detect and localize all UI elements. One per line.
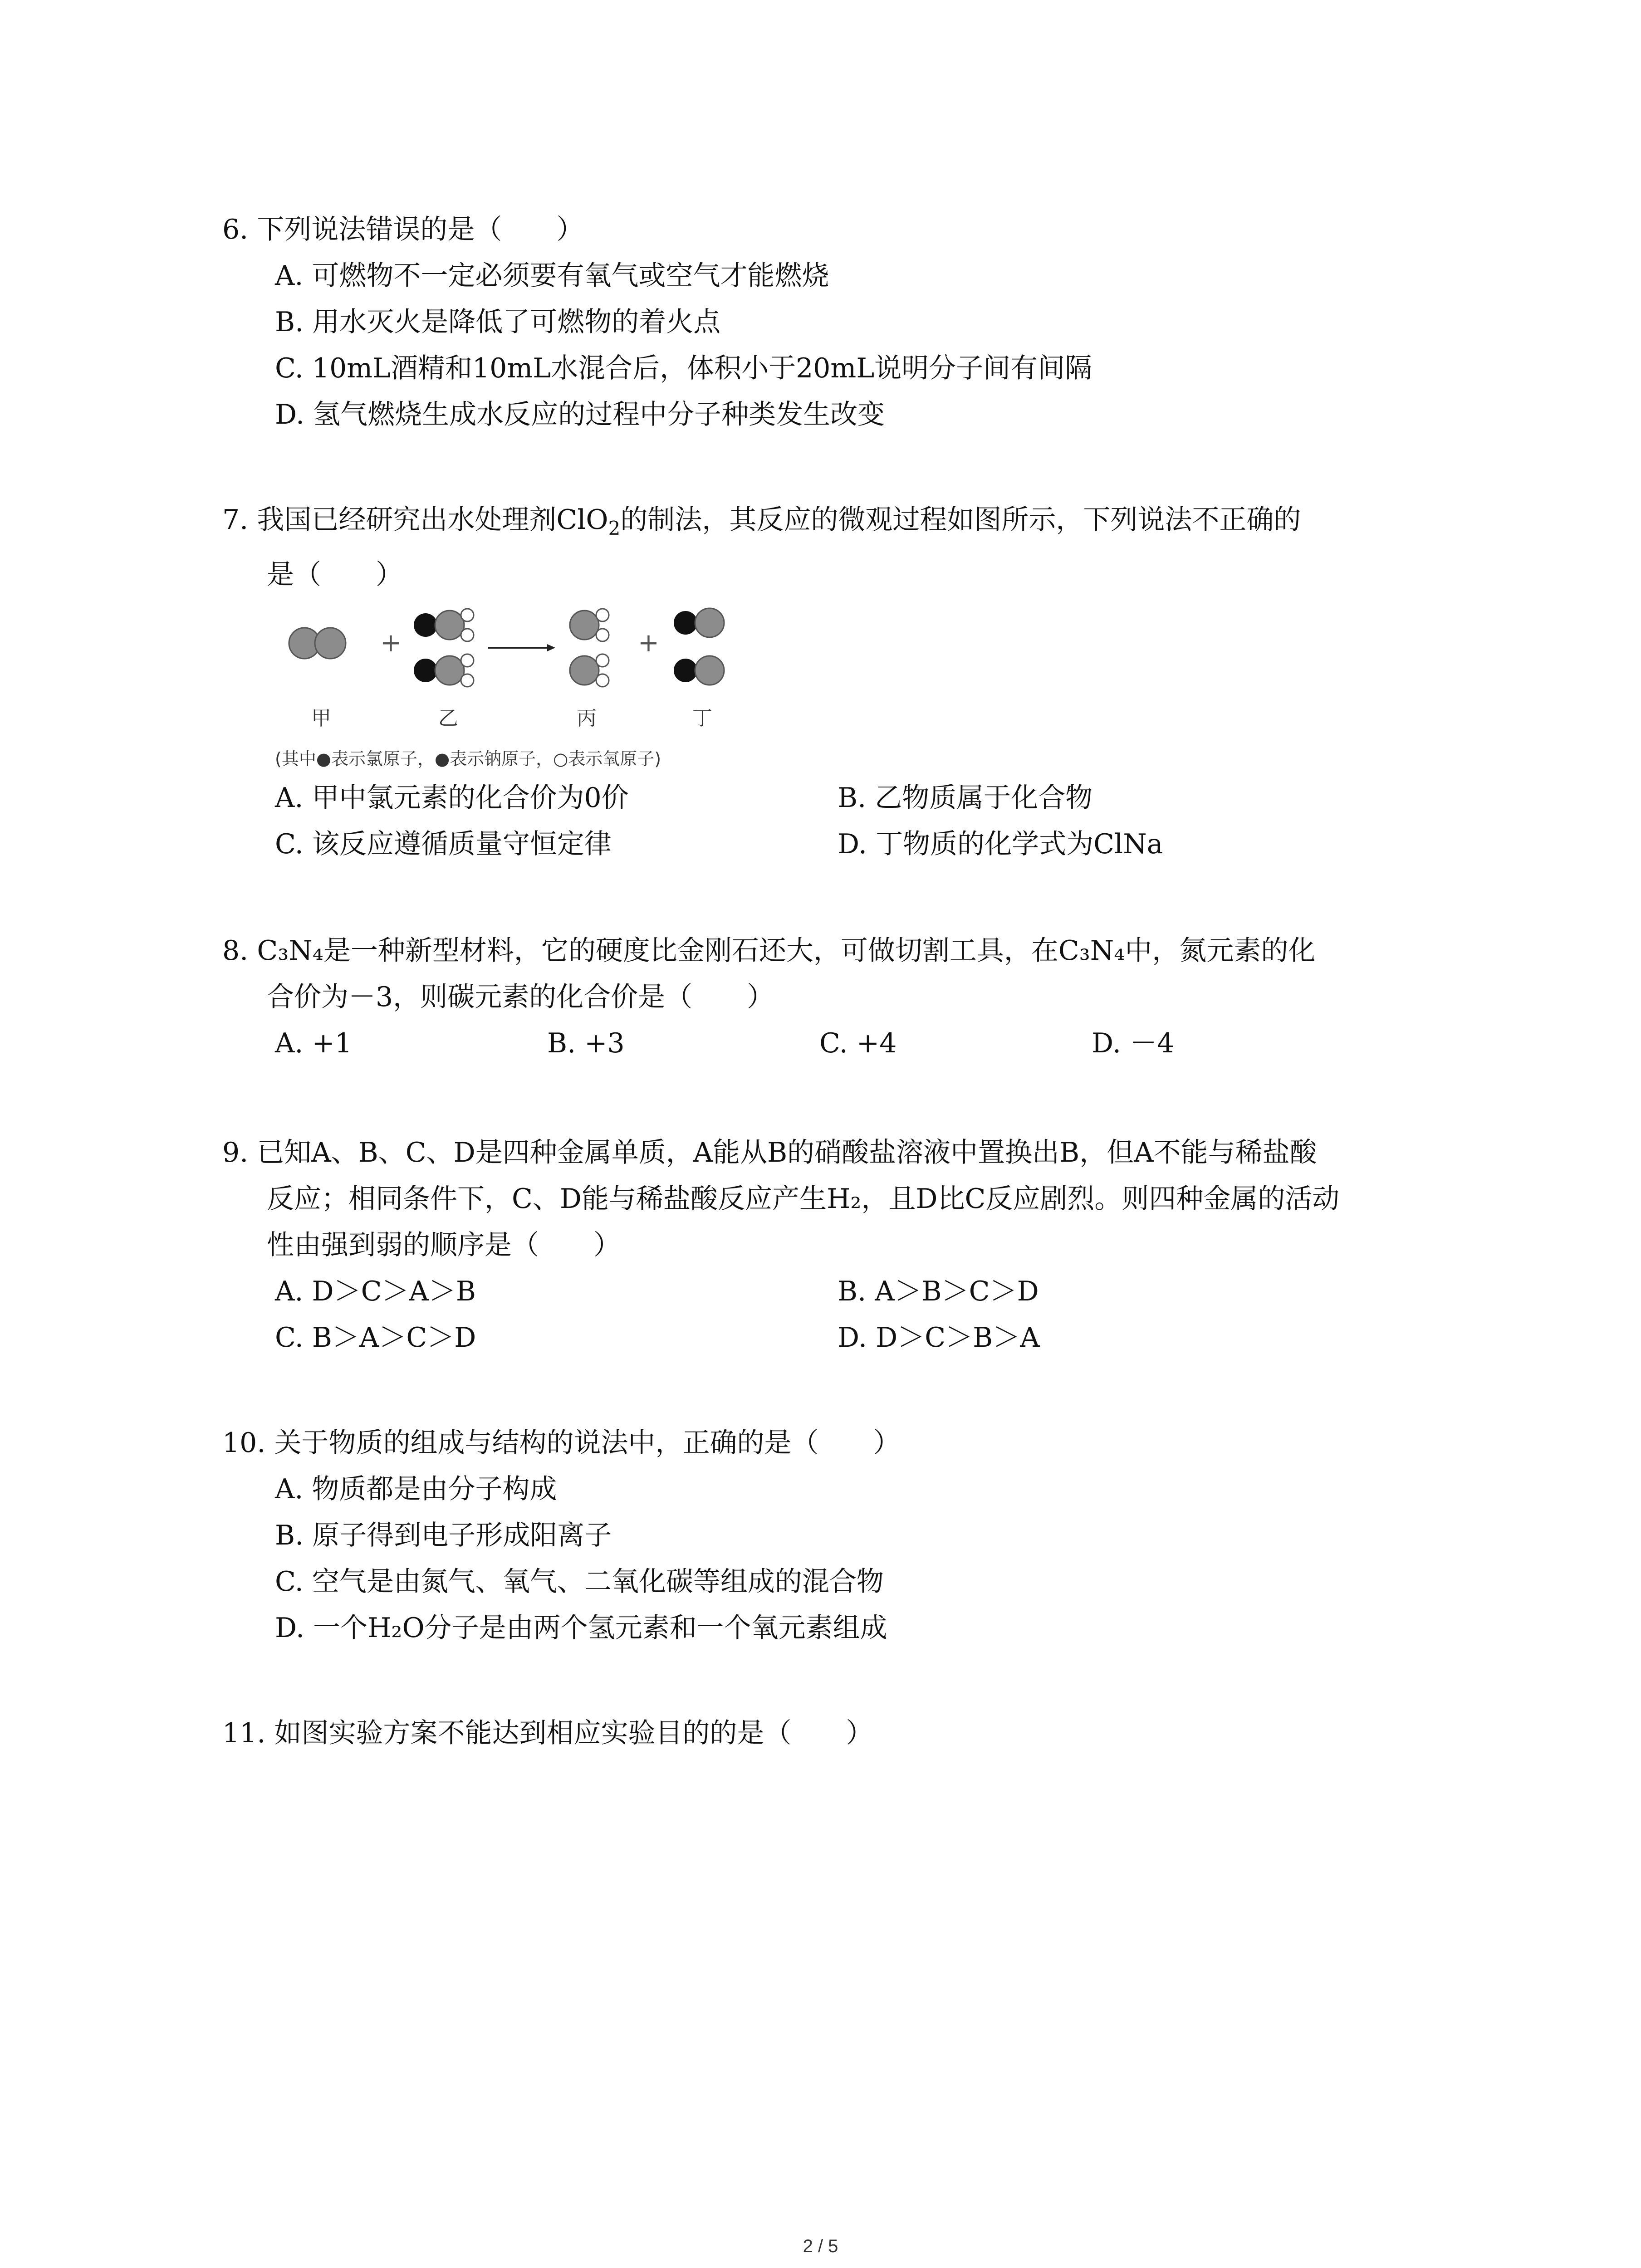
option-c: C. 该反应遵循质量守恒定律	[275, 828, 612, 860]
sodium-atom	[414, 613, 437, 637]
option-d: D. －4	[1092, 1027, 1175, 1059]
question-number: 10.	[222, 1427, 266, 1459]
question-stem: 我国已经研究出水处理剂ClO$_2$的制法，其反应的微观过程如图所示，下列说法不正确的	[257, 504, 1301, 539]
question-7	[222, 497, 1484, 867]
option-b: B. A＞B＞C＞D	[838, 1276, 1039, 1307]
molecule-bing-bottom	[570, 654, 609, 687]
question-stem: 关于物质的组成与结构的说法中，正确的是（ ）	[274, 1427, 901, 1459]
question-8	[222, 928, 1484, 1066]
option-a: A. 物质都是由分子构成	[275, 1473, 557, 1505]
option-b: B. 原子得到电子形成阳离子	[275, 1520, 612, 1551]
chlorine-atom	[435, 611, 464, 640]
question-stem-continued: 性由强到弱的顺序是（ ）	[267, 1229, 621, 1261]
question-number: 7.	[222, 504, 249, 536]
sodium-atom	[674, 659, 697, 682]
question-stem-continued: 反应；相同条件下，C、D能与稀盐酸反应产生H₂，且D比C反应剧烈。则四种金属的活动	[267, 1183, 1340, 1215]
label-jia: 甲	[311, 707, 331, 730]
question-stem-continued: 合价为－3，则碳元素的化合价是（ ）	[267, 981, 774, 1013]
option-b: B. 乙物质属于化合物	[838, 782, 1093, 814]
molecule-ding-bottom	[674, 656, 724, 685]
option-c: C. +4	[819, 1027, 897, 1059]
question-stem: 下列说法错误的是（ ）	[257, 214, 584, 245]
label-bing: 丙	[577, 707, 597, 730]
option-a: A. 可燃物不一定必须要有氧气或空气才能燃烧	[275, 260, 829, 292]
reaction-diagram	[275, 602, 819, 775]
option-c: C. 10mL酒精和10mL水混合后，体积小于20mL说明分子间有间隔	[275, 352, 1092, 384]
oxygen-atom	[596, 629, 609, 641]
molecule-ding-top	[674, 608, 724, 637]
oxygen-atom	[461, 674, 474, 687]
question-number: 8.	[222, 935, 249, 967]
sodium-atom	[674, 611, 697, 635]
question-stem: 如图实验方案不能达到相应实验目的的是（ ）	[274, 1717, 873, 1749]
plus-sign: +	[380, 628, 402, 658]
oxygen-atom	[596, 654, 609, 667]
oxygen-atom	[596, 674, 609, 687]
question-number: 6.	[222, 214, 249, 245]
question-10	[222, 1420, 1484, 1651]
option-a: A. +1	[275, 1027, 352, 1059]
label-ding: 丁	[692, 707, 712, 730]
chlorine-atom	[315, 628, 346, 659]
molecule-yi-top	[414, 609, 474, 641]
sodium-atom	[414, 659, 437, 682]
option-a: A. 甲中氯元素的化合价为0价	[275, 782, 629, 814]
question-stem: 已知A、B、C、D是四种金属单质，A能从B的硝酸盐溶液中置换出B，但A不能与稀盐酸	[257, 1137, 1317, 1168]
question-11	[222, 1710, 1484, 1756]
reaction-arrow	[488, 644, 555, 651]
option-c: C. B＞A＞C＞D	[275, 1322, 476, 1354]
option-d: D. 氢气燃烧生成水反应的过程中分子种类发生改变	[275, 399, 885, 430]
chlorine-atom	[570, 656, 599, 685]
oxygen-atom	[461, 629, 474, 641]
option-d: D. 一个H₂O分子是由两个氢元素和一个氧元素组成	[275, 1612, 887, 1644]
option-c: C. 空气是由氮气、氧气、二氧化碳等组成的混合物	[275, 1566, 884, 1598]
question-number: 9.	[222, 1137, 249, 1168]
oxygen-atom	[461, 609, 474, 621]
oxygen-atom	[461, 654, 474, 667]
page-number: 2 / 5	[803, 2236, 838, 2256]
option-d: D. D＞C＞B＞A	[838, 1322, 1040, 1354]
question-9	[222, 1129, 1484, 1361]
question-6	[222, 206, 1484, 438]
label-yi: 乙	[438, 707, 458, 730]
question-stem-continued: 是（ ）	[267, 559, 403, 591]
question-number: 11.	[222, 1717, 266, 1749]
option-b: B. 用水灭火是降低了可燃物的着火点	[275, 306, 721, 338]
option-a: A. D＞C＞A＞B	[275, 1276, 476, 1307]
option-b: B. +3	[547, 1027, 625, 1059]
question-stem: C₃N₄是一种新型材料，它的硬度比金刚石还大，可做切割工具，在C₃N₄中，氮元素的化	[257, 935, 1316, 967]
chlorine-atom	[570, 611, 599, 640]
molecule-yi-bottom	[414, 654, 474, 687]
chlorine-atom	[695, 608, 724, 637]
option-d: D. 丁物质的化学式为ClNa	[838, 828, 1163, 860]
chlorine-atom	[435, 656, 464, 685]
plus-sign: +	[638, 628, 659, 658]
molecule-diagram	[275, 602, 819, 775]
molecule-bing-top	[570, 609, 609, 641]
oxygen-atom	[596, 609, 609, 621]
chlorine-atom	[695, 656, 724, 685]
figure-legend: (其中●表示氯原子，●表示钠原子，○表示氧原子)	[275, 749, 661, 769]
